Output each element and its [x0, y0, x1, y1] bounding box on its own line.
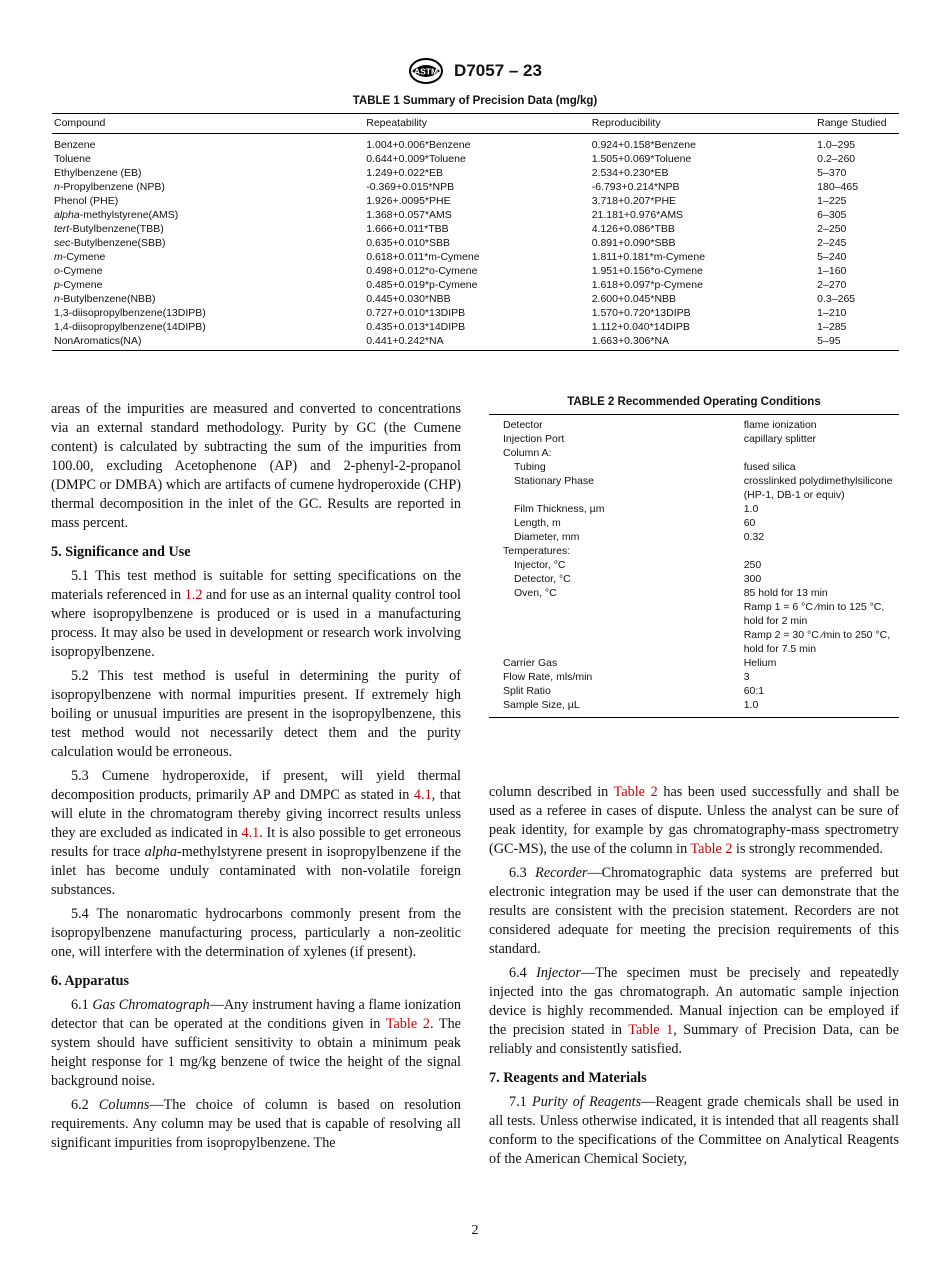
cell-range: 5–370: [817, 167, 847, 179]
cell-reproducibility: 1.570+0.720*13DIPB: [591, 307, 691, 319]
cell-repeatability: 0.485+0.019*p-Cymene: [366, 279, 478, 291]
cell-reproducibility: 1.663+0.306*NA: [591, 335, 670, 347]
paragraph-7-1: 7.1 Purity of Reagents—Reagent grade chemicals shall be used in all tests. Unless otherwise indicated, it is intended that all reagents shall conform to the specifications of the Committee on Analytical Reagents of the American Chemical Society,: [489, 1094, 899, 1167]
cell-compound: Ethylbenzene (EB): [54, 167, 142, 179]
cell-compound: Toluene: [54, 153, 91, 165]
cell-repeatability: -0.369+0.015*NPB: [366, 181, 455, 193]
table-row: [52, 152, 899, 166]
table-row: [489, 684, 899, 698]
cell-parameter: Detector: [503, 419, 543, 431]
cell-value: 0.32: [743, 531, 765, 543]
cell-range: 2–250: [817, 223, 847, 235]
section-5-title: 5. Significance and Use: [51, 544, 191, 560]
cell-repeatability: 1.666+0.011*TBB: [366, 223, 449, 235]
table-row: [52, 222, 899, 236]
cell-value: 60: [743, 517, 756, 529]
cell-repeatability: 0.635+0.010*SBB: [366, 237, 451, 249]
cell-reproducibility: 4.126+0.086*TBB: [591, 223, 675, 235]
cell-parameter: Column A:: [503, 447, 552, 459]
left-column: [51, 400, 461, 1158]
table-row: [52, 264, 899, 278]
table-row: [489, 432, 899, 446]
cell-repeatability: 0.435+0.013*14DIPB: [366, 321, 466, 333]
cell-repeatability: 0.727+0.010*13DIPB: [366, 307, 466, 319]
paragraph-6-3: 6.3 Recorder—Chromatographic data systems are preferred but electronic integration may be used if the user can demonstrate that the results are consistent with the precision statement. Recorders are not considered adequate for meeting the precision requirements of this standard.: [489, 865, 899, 957]
cell-value: 3: [743, 671, 750, 683]
table-row: [52, 306, 899, 320]
table-row: [52, 292, 899, 306]
cell-value: 1.0: [743, 699, 759, 711]
cell-reproducibility: 1.112+0.040*14DIPB: [591, 321, 690, 333]
table-row: [489, 446, 899, 460]
cell-range: 5–95: [817, 335, 841, 347]
astm-logo-icon: [408, 57, 444, 85]
cell-value: Helium: [743, 657, 777, 669]
cell-range: 5–240: [817, 251, 847, 263]
cell-compound: Benzene: [54, 139, 96, 151]
cell-value: 300: [743, 573, 762, 585]
cell-reproducibility: 0.891+0.090*SBB: [591, 237, 676, 249]
table-row: [489, 586, 899, 656]
ref-link-4-1[interactable]: 4.1: [413, 787, 432, 803]
precision-table: [52, 113, 899, 351]
cell-reproducibility: 2.600+0.045*NBB: [591, 293, 677, 305]
table-row: [489, 572, 899, 586]
paragraph-6-2-continued: column described in Table 2 has been used successfully and shall be used as a referee in cases of dispute. Unless the analyst can be sure of peak identity, for example by gas chromatography-mass spectrometry (GC-MS), the use of the column in Table 2 is strongly recommended.: [489, 784, 899, 857]
table-row: [52, 134, 899, 153]
cell-parameter: Split Ratio: [503, 685, 551, 697]
cell-compound: alpha-methylstyrene(AMS): [54, 209, 179, 221]
cell-reproducibility: 0.924+0.158*Benzene: [591, 139, 696, 151]
table-row: [52, 250, 899, 264]
cell-reproducibility: 1.811+0.181*m-Cymene: [591, 251, 706, 263]
table-row: [52, 236, 899, 250]
cell-value: 60:1: [743, 685, 765, 697]
paragraph-5-1: 5.1 This test method is suitable for setting specifications on the materials referenced in 1.2 and for use as an internal quality control tool where isopropylbenzene is produced or is used in a manufacturing process. It may also be used in development or research work involving isopropylbenzene.: [51, 568, 461, 660]
table-header-row: [52, 114, 899, 134]
cell-value: [744, 544, 899, 558]
cell-parameter: Film Thickness, µm: [514, 503, 605, 515]
cell-value: 85 hold for 13 min Ramp 1 = 6 °C ⁄min to 125 °C, hold for 2 min Ramp 2 = 30 °C ⁄min to 250 °C, hold for 7.5 min: [743, 587, 891, 655]
cell-parameter: Sample Size, µL: [503, 699, 580, 711]
cell-repeatability: 0.618+0.011*m-Cymene: [366, 251, 480, 263]
paragraph-continued: areas of the impurities are measured and converted to concentrations via an external standard methodology. Purity by GC (the Cumene content) is calculated by subtracting the sum of the impurities from 100.00, excluding Acetophenone (AP) and 2-phenyl-2-propanol (DMPC or DMBA) which are artifacts of cumene hydroperoxide (CHP) thermal decomposition in the inlet of the GC. Results are reported in mass percent.: [51, 401, 461, 531]
section-6-title: 6. Apparatus: [51, 973, 130, 989]
cell-range: 2–270: [817, 279, 847, 291]
cell-parameter: Length, m: [514, 517, 561, 529]
standard-designation: D7057 – 23: [454, 61, 542, 80]
operating-conditions-table: [489, 414, 899, 718]
table-row: [489, 516, 899, 530]
cell-compound: m-Cymene: [54, 251, 106, 263]
table-row: [489, 544, 899, 558]
ref-link-4-1[interactable]: 4.1: [241, 825, 260, 841]
table-row: [489, 670, 899, 684]
col-header-reproducibility: Reproducibility: [590, 114, 815, 134]
cell-compound: sec-Butylbenzene(SBB): [54, 237, 166, 249]
page-number: 2: [471, 1223, 479, 1238]
cell-reproducibility: 1.951+0.156*o-Cymene: [591, 265, 703, 277]
cell-reproducibility: 1.505+0.069*Toluene: [591, 153, 692, 165]
cell-parameter: Temperatures:: [503, 545, 571, 557]
ref-link-1-2[interactable]: 1.2: [184, 587, 203, 603]
cell-compound: o-Cymene: [54, 265, 103, 277]
col-header-repeatability: Repeatability: [364, 114, 589, 134]
paragraph-6-1: 6.1 Gas Chromatograph—Any instrument having a flame ionization detector that can be operated at the conditions given in Table 2. The system should have sufficient sensitivity to obtain a minimum peak height response for 1 mg/kg benzene of twice the height of the signal background noise.: [51, 997, 462, 1089]
paragraph-5-4: 5.4 The nonaromatic hydrocarbons commonly present from the isopropylbenzene manufacturing process, particularly a non-zeolitic one, will interfere with the determination of xylenes (if present).: [51, 906, 461, 960]
cell-compound: p-Cymene: [54, 279, 103, 291]
col-header-range: Range Studied: [815, 114, 899, 134]
table-row: [489, 474, 899, 502]
cell-value: [744, 446, 899, 460]
cell-repeatability: 1.249+0.022*EB: [366, 167, 444, 179]
cell-parameter: Diameter, mm: [514, 531, 580, 543]
table-row: [52, 320, 899, 334]
cell-reproducibility: 3.718+0.207*PHE: [591, 195, 677, 207]
cell-parameter: Oven, °C: [514, 587, 557, 599]
cell-repeatability: 0.441+0.242*NA: [366, 335, 444, 347]
table-row: [489, 656, 899, 670]
right-column: [489, 783, 899, 1174]
cell-value: 250: [743, 559, 762, 571]
table-row: [52, 334, 899, 351]
cell-compound: 1,3-diisopropylbenzene(13DIPB): [54, 307, 206, 319]
cell-parameter: Tubing: [514, 461, 546, 473]
page-header: [0, 57, 950, 85]
cell-parameter: Flow Rate, mls/min: [503, 671, 593, 683]
table-row: [489, 698, 899, 718]
col-header-compound: Compound: [52, 114, 364, 134]
table-row: [52, 208, 899, 222]
cell-repeatability: 0.644+0.009*Toluene: [366, 153, 466, 165]
cell-range: 1–210: [817, 307, 847, 319]
table-row: [489, 502, 899, 516]
ref-link-table-2[interactable]: Table 2: [690, 841, 733, 857]
cell-repeatability: 0.445+0.030*NBB: [366, 293, 451, 305]
cell-compound: Phenol (PHE): [54, 195, 119, 207]
ref-link-table-2[interactable]: Table 2: [613, 784, 658, 800]
cell-range: 180–465: [817, 181, 859, 193]
cell-reproducibility: 1.618+0.097*p-Cymene: [591, 279, 703, 291]
table-row: [489, 530, 899, 544]
cell-value: flame ionization: [743, 419, 817, 431]
cell-range: 1–160: [817, 265, 847, 277]
cell-range: 1–285: [817, 321, 847, 333]
cell-parameter: Injector, °C: [514, 559, 566, 571]
paragraph-5-2: 5.2 This test method is useful in determining the purity of isopropylbenzene with normal impurities present. If extremely high boiling or unusual impurities are present in the isopropylbenzene, this test method would not necessarily detect them and the purity calculation would be erroneous.: [51, 668, 461, 760]
table-row: [52, 166, 899, 180]
logo-text: ASTM: [414, 66, 439, 77]
table-row: [52, 180, 899, 194]
paragraph-6-4: 6.4 Injector—The specimen must be precisely and repeatedly injected into the gas chromatograph. An automatic sample injection device is highly recommended. Manual injection can be employed if the precision stated in Table 1, Summary of Precision Data, can be reliably and consistently satisfied.: [489, 965, 900, 1057]
cell-range: 0.2–260: [817, 153, 856, 165]
table-row: [489, 460, 899, 474]
cell-reproducibility: 2.534+0.230*EB: [591, 167, 669, 179]
ref-link-table-2[interactable]: Table 2: [385, 1016, 430, 1032]
table-row: [489, 558, 899, 572]
cell-range: 2–245: [817, 237, 847, 249]
cell-reproducibility: 21.181+0.976*AMS: [591, 209, 684, 221]
cell-compound: tert-Butylbenzene(TBB): [54, 223, 164, 235]
ref-link-table-1[interactable]: Table 1: [628, 1022, 674, 1038]
cell-repeatability: 0.498+0.012*o-Cymene: [366, 265, 478, 277]
cell-value: capillary splitter: [743, 433, 817, 445]
table2-caption: TABLE 2 Recommended Operating Conditions: [567, 396, 821, 408]
cell-range: 1.0–295: [817, 139, 856, 151]
cell-compound: n-Propylbenzene (NPB): [54, 181, 165, 193]
cell-repeatability: 1.004+0.006*Benzene: [366, 139, 471, 151]
cell-parameter: Injection Port: [503, 433, 565, 445]
cell-compound: NonAromatics(NA): [54, 335, 142, 347]
paragraph-5-3: 5.3 Cumene hydroperoxide, if present, will yield thermal decomposition products, primarily AP and DMPC as stated in 4.1, that will elute in the chromatogram thereby giving incorrect results unless they are excluded as indicated in 4.1. It is also possible to get erroneous results for trace alpha-methylstyrene present in isopropylbenzene if the inlet has become unduly contaminated with non-volatile foreign substances.: [51, 768, 462, 898]
cell-parameter: Detector, °C: [514, 573, 571, 585]
cell-range: 1–225: [817, 195, 847, 207]
cell-compound: 1,4-diisopropylbenzene(14DIPB): [54, 321, 206, 333]
cell-range: 6–305: [817, 209, 847, 221]
cell-parameter: Stationary Phase: [514, 475, 594, 487]
cell-parameter: Carrier Gas: [503, 657, 558, 669]
paragraph-6-2: 6.2 Columns—The choice of column is based on resolution requirements. Any column may be used that is capable of resolving all significant impurities from isopropylbenzene. The: [51, 1097, 461, 1151]
cell-repeatability: 1.926+.0095*PHE: [366, 195, 451, 207]
cell-compound: n-Butylbenzene(NBB): [54, 293, 156, 305]
table-row: [52, 278, 899, 292]
cell-value: crosslinked polydimethylsilicone (HP-1, DB-1 or equiv): [743, 475, 893, 501]
cell-reproducibility: -6.793+0.214*NPB: [591, 181, 680, 193]
cell-range: 0.3–265: [817, 293, 856, 305]
cell-value: 1.0: [743, 503, 759, 515]
cell-value: fused silica: [743, 461, 796, 473]
table-row: [52, 194, 899, 208]
cell-repeatability: 1.368+0.057*AMS: [366, 209, 452, 221]
section-7-title: 7. Reagents and Materials: [489, 1070, 647, 1086]
table1-caption: TABLE 1 Summary of Precision Data (mg/kg): [352, 95, 598, 107]
table-row: [489, 415, 899, 433]
